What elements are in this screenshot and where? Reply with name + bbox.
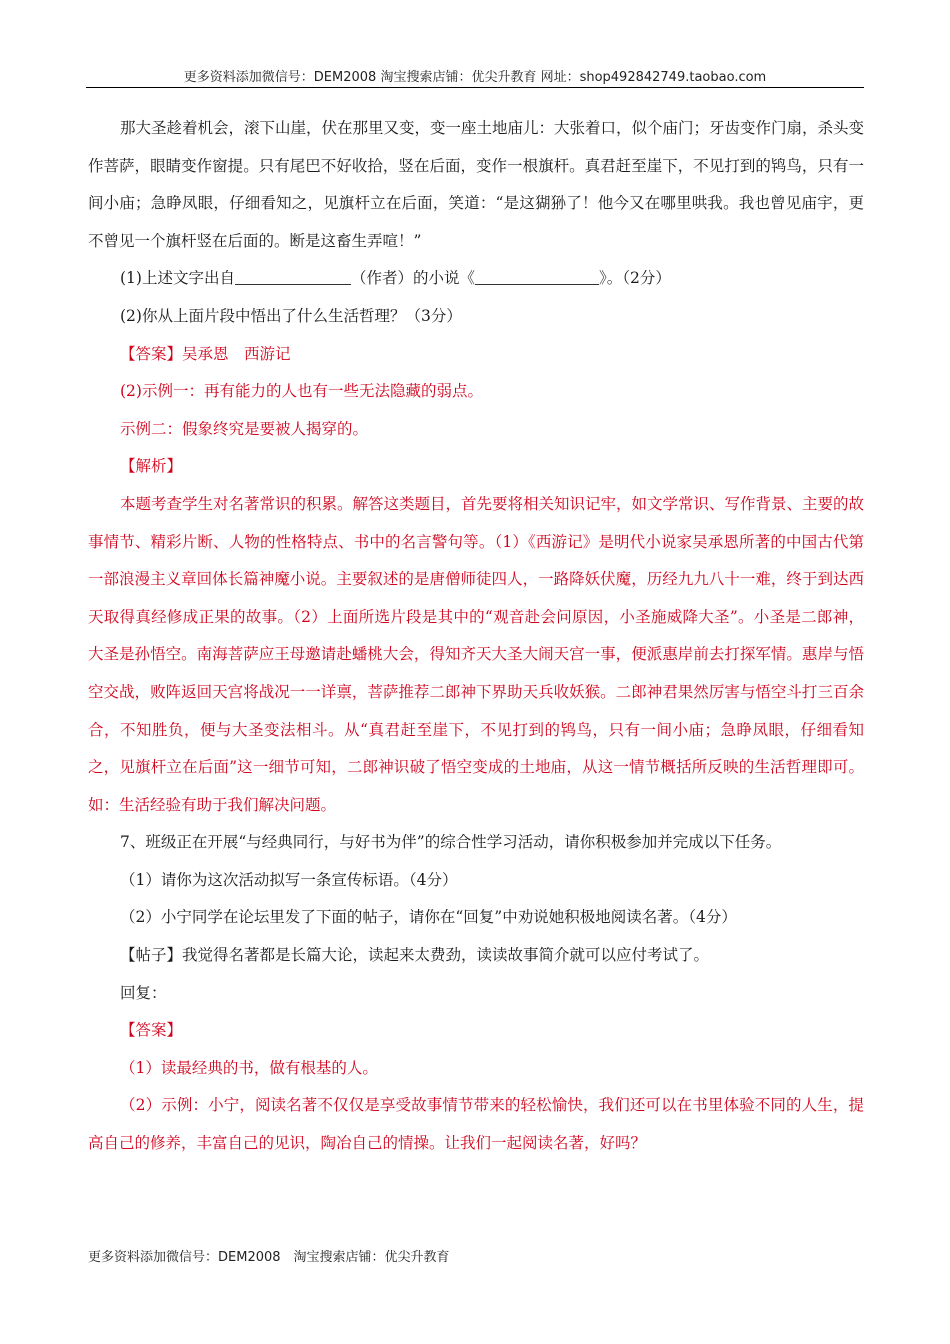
reply-label: 回复： bbox=[120, 983, 167, 1002]
question-1-text-a: (1)上述文字出自 bbox=[120, 269, 235, 288]
question-1 bbox=[88, 260, 864, 298]
answer-7-reply: （2）示例：小宁，阅读名著不仅仅是享受故事情节带来的轻松愉快，我们还可以在书里体验不同的人生，提高自己的修养，丰富自己的见识，陶冶自己的情操。让我们一起阅读名著，好吗？ bbox=[88, 1096, 864, 1153]
answer-example-2: 示例二：假象终究是要被人揭穿的。 bbox=[120, 419, 369, 438]
forum-post: 【帖子】我觉得名著都是长篇大论，读起来太费劲，读读故事简介就可以应付考试了。 bbox=[120, 946, 710, 965]
question-1-text-c: 》。（2分） bbox=[598, 269, 671, 288]
answer-blank-novel bbox=[475, 266, 599, 285]
page-header: 更多资料添加微信号：DEM2008 淘宝搜索店铺：优尖升教育 网址：shop492842749.taobao.com bbox=[183, 70, 767, 85]
passage-paragraph: 那大圣趁着机会，滚下山崖，伏在那里又变，变一座土地庙儿：大张着口，似个庙门；牙齿变作门扇，杀头变作菩萨，眼睛变作窗提。只有尾巴不好收拾，竖在后面，变作一根旗杆。真君赶至崖下，不见打到的鸨鸟，只有一间小庙；急睁凤眼，仔细看知之，见旗杆立在后面，笑道：“是这猢狲了！他今又在哪里哄我。我也曾见庙宇，更不曾见一个旗杆竖在后面的。断是这畜生弄喧！” bbox=[88, 119, 865, 250]
question-7-intro: 7、班级正在开展“与经典同行，与好书为伴”的综合性学习活动，请你积极参加并完成以下任务。 bbox=[120, 833, 782, 852]
page-footer: 更多资料添加微信号：DEM2008 淘宝搜索店铺：优尖升教育 bbox=[88, 1250, 450, 1265]
question-7-sub-2: （2）小宁同学在论坛里发了下面的帖子，请你在“回复”中劝说她积极地阅读名著。（4分） bbox=[120, 908, 737, 927]
answer-1-line bbox=[88, 336, 864, 374]
header-divider bbox=[86, 87, 864, 88]
question-1-text-b: （作者）的小说《 bbox=[350, 269, 475, 288]
answer-example-1: (2)示例一：再有能力的人也有一些无法隐藏的弱点。 bbox=[120, 382, 483, 401]
answer-7-label: 【答案】 bbox=[120, 1021, 183, 1040]
answer-7-slogan: （1）读最经典的书，做有根基的人。 bbox=[120, 1058, 378, 1077]
question-2: (2)你从上面片段中悟出了什么生活哲理？（3分） bbox=[120, 306, 462, 325]
analysis-paragraph: 本题考查学生对名著常识的积累。解答这类题目，首先要将相关知识记牢，如文学常识、写作背景、主要的故事情节、精彩片断、人物的性格特点、书中的名言警句等。（1）《西游记》是明代小说家吴承恩所著的中国古代第一部浪漫主义章回体长篇神魔小说。主要叙述的是唐僧师徒四人，一路降妖伏魔，历经九九八十一难，终于到达西天取得真经修成正果的故事。（2）上面所选片段是其中的“观音赴会问原因，小圣施威降大圣”。小圣是二郎神，大圣是孙悟空。南海菩萨应王母邀请赴蟠桃大会，得知齐天大圣大闹天宫一事，便派惠岸前去打探军情。惠岸与悟空交战，败阵返回天宫将战况一一详禀，菩萨推荐二郎神下界助天兵收妖猴。二郎神君果然厉害与悟空斗打三百余合，不知胜负，便与大圣变法相斗。从“真君赶至崖下，不见打到的鸨鸟，只有一间小庙；急睁凤眼，仔细看知之，见旗杆立在后面”这一细节可知，二郎神识破了悟空变成的土地庙，从这一情节概括所反映的生活哲理即可。如：生活经验有助于我们解决问题。 bbox=[88, 494, 865, 814]
question-7-sub-1: （1）请你为这次活动拟写一条宣传标语。（4分） bbox=[120, 870, 458, 889]
answer-blank-author bbox=[235, 266, 351, 285]
analysis-label: 【解析】 bbox=[120, 457, 183, 476]
answer-label: 【答案】 bbox=[120, 344, 183, 363]
document-body bbox=[88, 110, 864, 1163]
answer-author-novel: 吴承恩 西游记 bbox=[182, 344, 291, 363]
